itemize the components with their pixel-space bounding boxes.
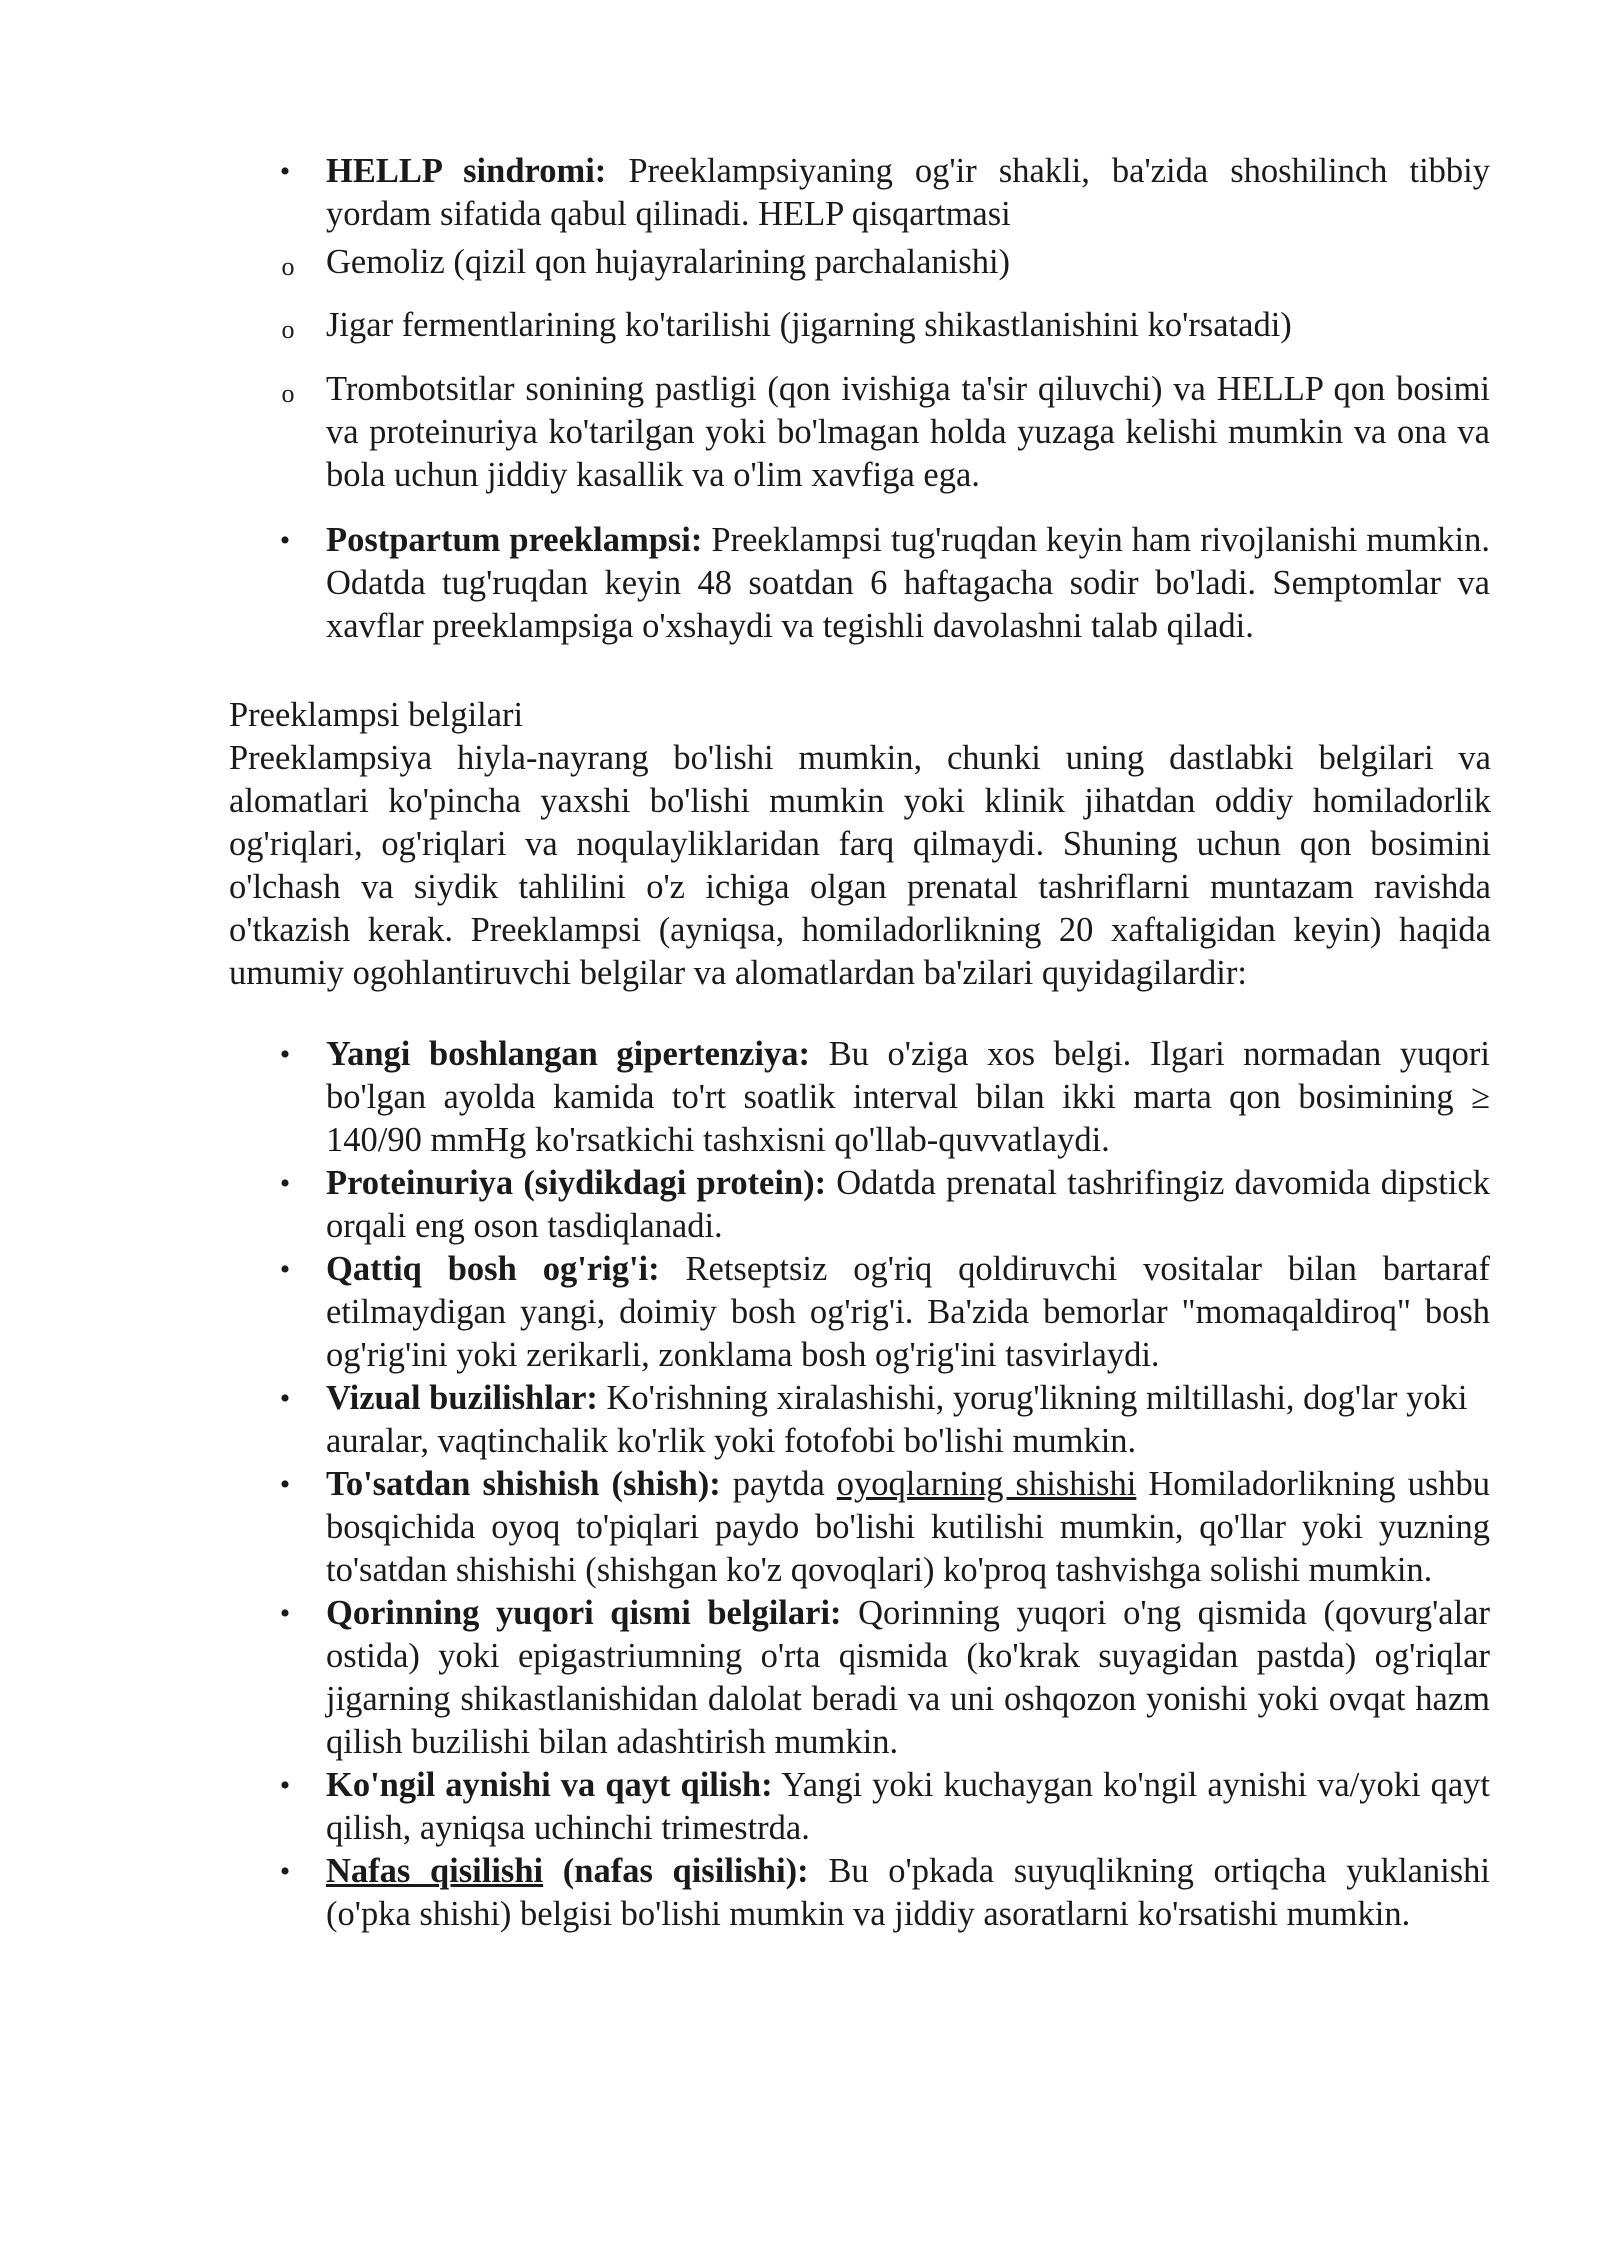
item-text: Preeklampsiyaning og'ir shakli, ba'zida shoshilinch tibbiy yordam sifatida qabul qilinadi. HELP qisqartmasi <box>326 152 1491 233</box>
breath-link[interactable]: Nafas qisilishi <box>326 1852 544 1890</box>
list-item-hellp <box>279 150 1491 236</box>
signs-list <box>0 1033 1600 1936</box>
sign-term: Ko'ngil aynishi va qayt qilish: <box>326 1766 773 1804</box>
sign-term: To'satdan shishish (shish): <box>326 1465 721 1503</box>
bullet-marker: • <box>279 155 291 188</box>
sub-item <box>281 304 1490 347</box>
list-item-sign <box>279 1592 1490 1764</box>
bullet-marker: • <box>279 1468 291 1501</box>
sublist-item-1 <box>0 241 1600 284</box>
list-item-sign <box>279 1248 1490 1377</box>
list-item-sign <box>279 1463 1491 1592</box>
list-item-sign <box>279 1162 1490 1248</box>
list-item-sign <box>279 1850 1490 1936</box>
sign-text: Ko'rishning xiralashishi, yorug'likning miltillashi, dog'lar yoki auralar, vaqtinchalik ko'rlik yoki fotofobi bo'lishi mumkin. <box>326 1379 1468 1460</box>
list-item-sign <box>279 1377 1490 1463</box>
circle-marker: o <box>281 252 295 281</box>
sign-text: Odatda prenatal tashrifingiz davomida dipstick orqali eng oson tasdiqlanadi. <box>326 1164 1490 1245</box>
section-heading: Preeklampsi belgilari <box>229 696 524 734</box>
sublist-item-2 <box>0 304 1600 347</box>
sub-item <box>281 368 1490 497</box>
term-postpartum: Postpartum preeklampsi: <box>326 521 703 559</box>
section-block <box>0 694 1600 995</box>
sign-term: Proteinuriya (siydikdagi protein): <box>326 1164 827 1202</box>
sign-term: (nafas qisilishi): <box>543 1852 809 1890</box>
sublist-item-3 <box>0 368 1600 497</box>
sub-item-text: Trombotsitlar sonining pastligi (qon ivishiga ta'sir qiluvchi) va HELLP qon bosimi va proteinuriya ko'tarilgan yoki bo'lmagan holda yuzaga kelishi mumkin va ona va bola uchun jiddiy kasallik va o'lim xavfiga ega. <box>326 370 1490 494</box>
circle-marker: o <box>281 379 295 408</box>
bullet-marker: • <box>279 524 291 557</box>
sign-term: Vizual buzilishlar: <box>326 1379 598 1417</box>
sign-text-before: paytda <box>720 1465 837 1503</box>
sign-term: Yangi boshlangan gipertenziya: <box>326 1035 810 1073</box>
swelling-link[interactable]: oyoqlarning shishishi <box>836 1465 1137 1503</box>
bullet-marker: • <box>279 1769 291 1802</box>
bullet-marker: • <box>279 1855 291 1888</box>
sign-text: Qorinning yuqori o'ng qismida (qovurg'alar ostida) yoki epigastriumning o'rta qismida (ko'krak suyagidan pastda) og'riqlar jigarning shikastlanishidan dalolat beradi va uni oshqozon yonishi yoki ovqat hazm qilish buzilishi bilan adashtirish mumkin. <box>326 1594 1490 1761</box>
sub-item <box>281 241 1490 284</box>
term-hellp: HELLP sindromi: <box>326 152 607 190</box>
bullet-marker: • <box>279 1167 291 1200</box>
bullet-marker: • <box>279 1253 291 1286</box>
sign-text: Yangi yoki kuchaygan ko'ngil aynishi va/yoki qayt qilish, ayniqsa uchinchi trimestrda. <box>326 1766 1490 1847</box>
sign-text: Homiladorlikning ushbu bosqichida oyoq to'piqlari paydo bo'lishi kutilishi mumkin, qo'llar yoki yuzning to'satdan shishishi (shishgan ko'z qovoqlari) ko'proq tashvishga solishi mumkin. <box>326 1465 1491 1589</box>
circle-marker: o <box>281 315 295 344</box>
sign-term: Qorinning yuqori qismi belgilari: <box>326 1594 842 1632</box>
sub-item-text: Gemoliz (qizil qon hujayralarining parchalanishi) <box>326 243 1011 281</box>
sign-text: Retseptsiz og'riq qoldiruvchi vositalar bilan bartaraf etilmaydigan yangi, doimiy bosh og'rig'i. Ba'zida bemorlar "momaqaldiroq" bosh og'rig'ini yoki zerikarli, zonklama bosh og'rig'ini tasvirlaydi. <box>326 1250 1490 1374</box>
bullet-marker: • <box>279 1038 291 1071</box>
postpartum-item-block <box>0 519 1600 648</box>
sign-term: Qattiq bosh og'rig'i: <box>326 1250 660 1288</box>
hellp-item-block <box>0 150 1600 236</box>
list-item-sign <box>279 1033 1490 1162</box>
sub-item-text: Jigar fermentlarining ko'tarilishi (jigarning shikastlanishini ko'rsatadi) <box>326 306 1292 344</box>
sign-text: Bu o'ziga xos belgi. Ilgari normadan yuqori bo'lgan ayolda kamida to'rt soatlik interval bilan ikki marta qon bosimining ≥ 140/90 mmHg ko'rsatkichi tashxisni qo'llab-quvvatlaydi. <box>326 1035 1490 1159</box>
item-text: Preeklampsi tug'ruqdan keyin ham rivojlanishi mumkin. Odatda tug'ruqdan keyin 48 soatdan 6 haftagacha sodir bo'ladi. Semptomlar va xavflar preeklampsiga o'xshaydi va tegishli davolashni talab qiladi. <box>326 521 1491 645</box>
list-item-sign <box>279 1764 1490 1850</box>
list-item-postpartum <box>279 519 1491 648</box>
bullet-marker: • <box>279 1597 291 1630</box>
intro-paragraph: Preeklampsiya hiyla-nayrang bo'lishi mumkin, chunki uning dastlabki belgilari va alomatlari ko'pincha yaxshi bo'lishi mumkin yoki klinik jihatdan oddiy homiladorlik og'riqlari, og'riqlari va noqulayliklaridan farq qilmaydi. Shuning uchun qon bosimini o'lchash va siydik tahlilini o'z ichiga olgan prenatal tashriflarni muntazam ravishda o'tkazish kerak. Preeklampsi (ayniqsa, homiladorlikning 20 xaftaligidan keyin) haqida umumiy ogohlantiruvchi belgilar va alomatlardan ba'zilari quyidagilardir: <box>229 739 1491 992</box>
sign-text: Bu o'pkada suyuqlikning ortiqcha yuklanishi (o'pka shishi) belgisi bo'lishi mumkin va jiddiy asoratlarni ko'rsatishi mumkin. <box>326 1852 1490 1933</box>
bullet-marker: • <box>279 1382 291 1415</box>
